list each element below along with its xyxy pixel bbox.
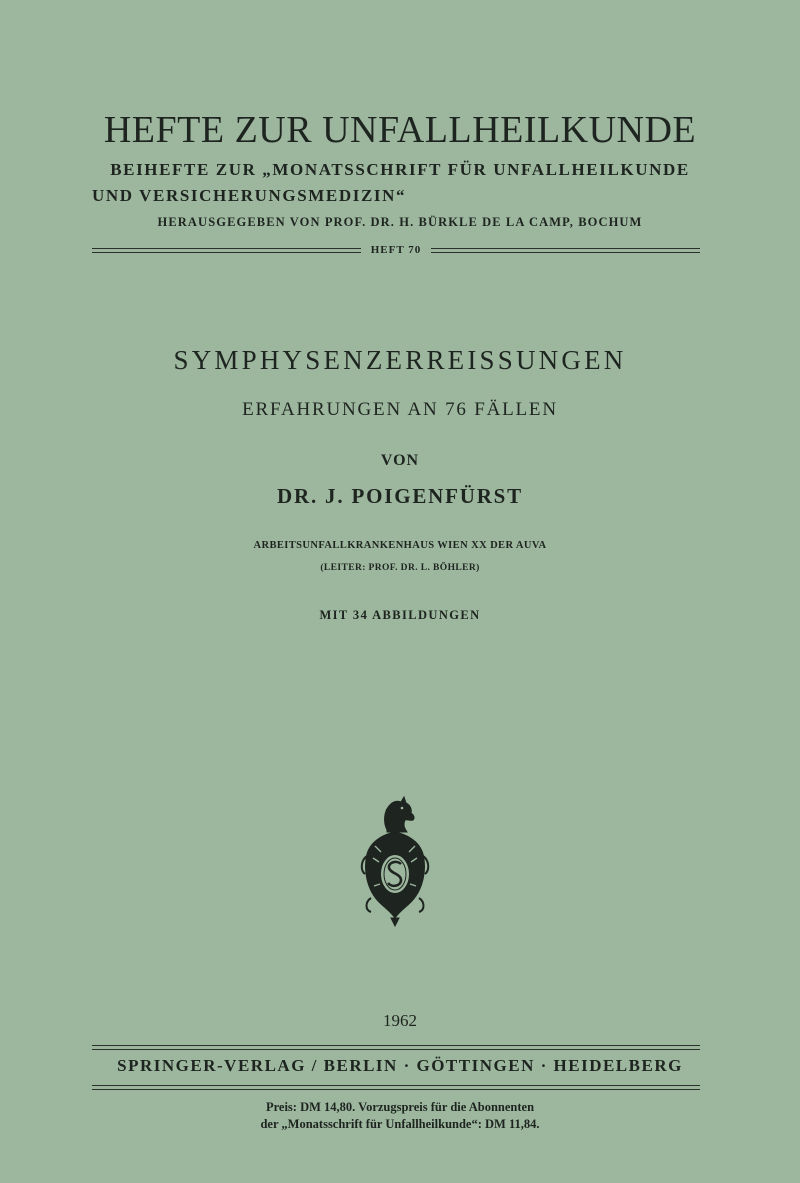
- publisher-rule-bottom: [92, 1085, 700, 1090]
- issue-number: HEFT 70: [370, 244, 422, 256]
- price-line2: der „Monatsschrift für Unfallheilkunde“: DM 11,84.: [260, 1117, 540, 1131]
- series-editor: HERAUSGEGEBEN VON PROF. DR. H. BÜRKLE DE LA CAMP, BOCHUM: [157, 215, 643, 229]
- book-subtitle: ERFAHRUNGEN AN 76 FÄLLEN: [242, 399, 558, 420]
- series-title: HEFTE ZUR UNFALLHEILKUNDE: [103, 109, 697, 151]
- by-line: VON: [380, 452, 420, 469]
- institution-leader: (LEITER: PROF. DR. L. BÖHLER): [320, 563, 480, 573]
- illustration-count: MIT 34 ABBILDUNGEN: [319, 608, 481, 622]
- issue-rule: [92, 242, 700, 258]
- publisher-name: SPRINGER-VERLAG / BERLIN · GÖTTINGEN · HEIDELBERG: [117, 1056, 683, 1075]
- book-title: SYMPHYSENZERREISSUNGEN: [173, 345, 627, 375]
- double-rule-right: [431, 248, 700, 253]
- author-institution: ARBEITSUNFALLKRANKENHAUS WIEN XX DER AUVA: [253, 540, 547, 551]
- double-rule-left: [92, 248, 361, 253]
- publisher-rule-top: [92, 1045, 700, 1050]
- publication-year: 1962: [383, 1011, 417, 1030]
- series-subtitle-line2: UND VERSICHERUNGSMEDIZIN“: [92, 186, 407, 205]
- author-name: DR. J. POIGENFÜRST: [277, 484, 523, 508]
- price-line1: Preis: DM 14,80. Vorzugspreis für die Abonnenten: [265, 1100, 535, 1114]
- series-subtitle-line1: BEIHEFTE ZUR „MONATSSCHRIFT FÜR UNFALLHEILKUNDE: [110, 160, 690, 179]
- springer-knight-emblem-icon: [357, 794, 433, 928]
